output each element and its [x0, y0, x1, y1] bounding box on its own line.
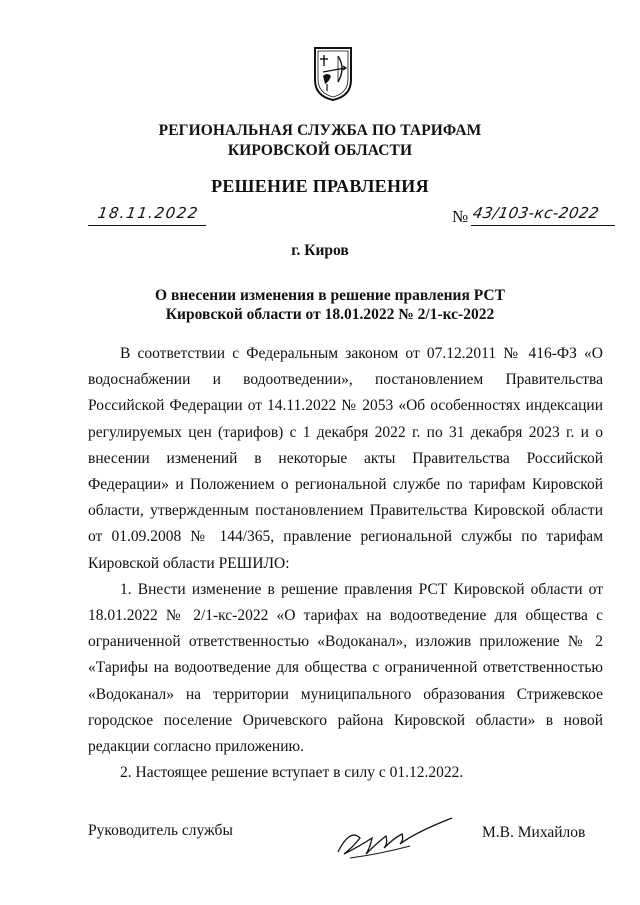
- date-underline: [88, 225, 206, 226]
- preamble-paragraph: В соответствии с Федеральным законом от 07.12.2011 № 416-ФЗ «О водоснабжении и водоотведении», постановлением Правительства Российской Федерации от 14.11.2022 № 2053 «Об особенностях индексации регулируемых цен (тарифов) с 1 декабря 2022 г. по 31 декабря 2023 г. и о внесении изменений в некоторые акты Правительства Российской Федерации» и Положением о региональной службе по тарифам Кировской области, утвержденным постановлением Правительства Кировской области от 01.09.2008 № 144/365, правление региональной службы по тарифам Кировской области РЕШИЛО:: [88, 345, 603, 572]
- handwritten-number-field: [471, 204, 615, 230]
- signatory-name: М.В. Михайлов: [482, 824, 586, 841]
- document-type-title: РЕШЕНИЕ ПРАВЛЕНИЯ: [211, 176, 429, 196]
- signatory-role: Руководитель службы: [88, 822, 233, 839]
- document-body: [88, 341, 603, 786]
- coat-of-arms-icon: [313, 46, 353, 102]
- document-subject: О внесении изменения в решение правления РСТ Кировской области от 18.01.2022 № 2/1-кс-2022: [155, 287, 505, 323]
- number-sign: №: [452, 207, 469, 226]
- organization-name-line2: КИРОВСКОЙ ОБЛАСТИ: [227, 142, 413, 159]
- handwritten-date-field: [88, 204, 206, 230]
- handwritten-date: 18.11.2022: [96, 204, 201, 222]
- number-underline: [471, 225, 615, 226]
- city: г. Киров: [291, 242, 349, 259]
- handwritten-signature: [330, 808, 460, 868]
- item-1-paragraph: 1. Внести изменение в решение правления РСТ Кировской области от 18.01.2022 № 2/1-кс-2022 «О тарифах на водоотведение для общества с ограниченной ответственностью «Водоканал», изложив приложение № 2 «Тарифы на водоотведение для общества с ограниченной ответственностью «Водоканал» на территории муниципального образования Стрижевское городское поселение Оричевского района Кировской области» в новой редакции согласно приложению.: [88, 580, 603, 756]
- handwritten-number: 43/103-кс-2022: [471, 204, 601, 222]
- organization-name-line1: РЕГИОНАЛЬНАЯ СЛУЖБА ПО ТАРИФАМ: [158, 122, 482, 139]
- item-2-paragraph: 2. Настоящее решение вступает в силу с 01.12.2022.: [120, 764, 464, 782]
